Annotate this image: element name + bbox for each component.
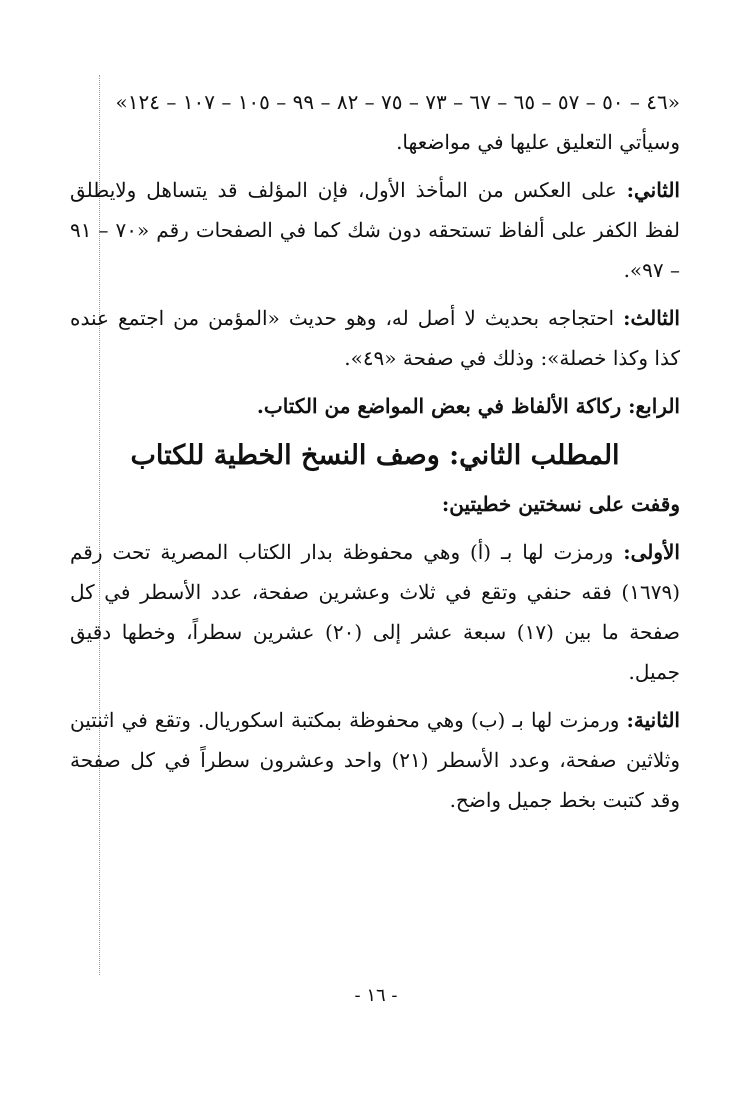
section-heading: المطلب الثاني: وصف النسخ الخطية للكتاب: [130, 440, 620, 471]
paragraph-text: ركاكة الألفاظ في بعض المواضع من الكتاب.: [256, 394, 629, 418]
paragraph-third-point: [70, 298, 680, 378]
paragraph-lead: الثالث:: [623, 306, 680, 330]
paragraph-lead: الرابع:: [628, 394, 680, 418]
manuscript-lead: الأولى:: [623, 540, 680, 564]
numbers-reference-paragraph: [70, 82, 680, 162]
manuscript-text: ورمزت لها بـ (أ) وهي محفوظة بدار الكتاب المصرية تحت رقم (١٦٧٩) فقه حنفي وتقع في ثلاث وعشرين صفحة، عدد الأسطر في كل صفحة ما بين (١٧) سبعة عشر إلى (٢٠) عشرين سطراً، وخطها دقيق جميل.: [70, 540, 680, 684]
paragraph-text: على العكس من المأخذ الأول، فإن المؤلف قد يتساهل ولايطلق لفظ الكفر على ألفاظ تستحقه دون شك كما في الصفحات رقم «٧٠ – ٩١ – ٩٧».: [70, 178, 681, 282]
manuscript-lead: الثانية:: [626, 708, 680, 732]
commentary-note: وسيأتي التعليق عليها في مواضعها.: [396, 130, 680, 154]
section-intro: وقفت على نسختين خطيتين:: [441, 492, 680, 516]
body-text: [70, 82, 680, 820]
paragraph-fourth-point: [70, 386, 680, 426]
page-number: - ١٦ -: [354, 985, 398, 1006]
manuscript-second: [70, 700, 680, 820]
manuscript-first: [70, 532, 680, 692]
manuscript-text: ورمزت لها بـ (ب) وهي محفوظة بمكتبة اسكوريال. وتقع في اثنتين وثلاثين صفحة، وعدد الأسطر (٢١) واحد وعشرون سطراً في كل صفحة وقد كتبت بخط جميل واضح.: [70, 708, 680, 812]
page-numbers-list: «٤٦ – ٥٠ – ٥٧ – ٦٥ – ٦٧ – ٧٣ – ٧٥ – ٨٢ – ٩٩ – ١٠٥ – ١٠٧ – ١٢٤»: [115, 90, 680, 114]
paragraph-lead: الثاني:: [626, 178, 680, 202]
paragraph-second-point: [70, 170, 680, 290]
paragraph-text: احتجاجه بحديث لا أصل له، وهو حديث «المؤمن من اجتمع عنده كذا وكذا خصلة»: وذلك في صفحة «٤٩».: [70, 306, 680, 370]
